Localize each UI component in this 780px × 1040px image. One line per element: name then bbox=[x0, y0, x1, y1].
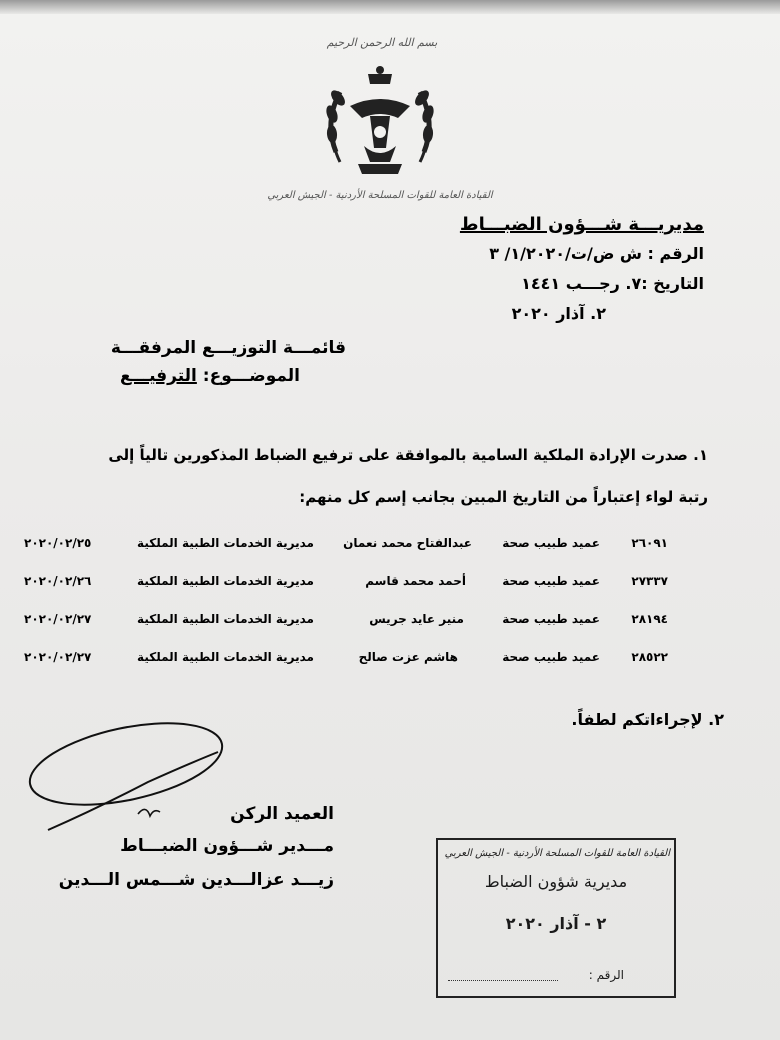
officer-name: منير عايد جريس bbox=[369, 612, 464, 626]
officer-number: ٢٨٥٢٢ bbox=[631, 650, 668, 664]
officer-number: ٢٦٠٩١ bbox=[631, 536, 668, 550]
signer-name: زيـــد عزالـــدين شـــمس الـــدين bbox=[58, 870, 334, 890]
officer-number: ٢٧٣٣٧ bbox=[631, 574, 668, 588]
officer-unit: مديرية الخدمات الطبية الملكية bbox=[137, 536, 314, 550]
directorate-header: مديريـــة شـــؤون الضبـــاط bbox=[459, 214, 704, 235]
stamp-date: ٢ - آذار ٢٠٢٠ bbox=[505, 914, 607, 933]
officer-unit: مديرية الخدمات الطبية الملكية bbox=[137, 650, 314, 664]
officer-unit: مديرية الخدمات الطبية الملكية bbox=[137, 574, 314, 588]
officer-rank: عميد طبيب صحة bbox=[502, 612, 600, 626]
subject-value: الترفيـــع bbox=[120, 366, 197, 386]
officer-rank: عميد طبيب صحة bbox=[502, 536, 600, 550]
stamp-number-line bbox=[448, 980, 558, 981]
officer-number: ٢٨١٩٤ bbox=[631, 612, 668, 626]
officer-row bbox=[0, 536, 780, 556]
stamp-command: القيادة العامة للقوات المسلحة الأردنية - الجيش العربي bbox=[444, 848, 670, 859]
officer-name: عبدالفتاح محمد نعمان bbox=[343, 536, 472, 550]
signer-rank: العميد الركن bbox=[230, 804, 334, 824]
subject-line bbox=[0, 366, 300, 386]
jordan-armed-forces-emblem bbox=[318, 62, 442, 186]
officer-date: ٢٠٢٠/٠٢/٢٧ bbox=[24, 650, 92, 664]
basmala: بسم الله الرحمن الرحيم bbox=[326, 36, 438, 49]
hijri-date: التاريخ :٧. رجـــب ١٤٤١ bbox=[521, 274, 704, 293]
paragraph-2: ٢. لإجراءاتكم لطفاً. bbox=[571, 710, 724, 729]
officer-date: ٢٠٢٠/٠٢/٢٦ bbox=[24, 574, 92, 588]
officer-row bbox=[0, 650, 780, 670]
officer-unit: مديرية الخدمات الطبية الملكية bbox=[137, 612, 314, 626]
officer-name: أحمد محمد قاسم bbox=[365, 574, 466, 588]
paragraph-1-line-2: رتبة لواء إعتباراً من التاريخ المبين بجانب إسم كل منهم: bbox=[299, 488, 708, 506]
officer-rank: عميد طبيب صحة bbox=[502, 650, 600, 664]
reference-number: الرقم : ش ض/ت/١/٢٠٢٠/ ٣ bbox=[489, 244, 704, 263]
command-name: القيادة العامة للقوات المسلحة الأردنية - الجيش العربي bbox=[267, 190, 493, 201]
officer-name: هاشم عزت صالح bbox=[358, 650, 458, 664]
officer-date: ٢٠٢٠/٠٢/٢٥ bbox=[24, 536, 92, 550]
stamp-directorate: مديرية شؤون الضباط bbox=[484, 872, 628, 891]
distribution-list: قائمـــة التوزيـــع المرفقـــة bbox=[110, 338, 346, 358]
received-stamp bbox=[436, 838, 676, 998]
stamp-number-label: الرقم : bbox=[588, 968, 624, 982]
officer-row bbox=[0, 612, 780, 632]
subject-label: الموضـــوع: bbox=[202, 366, 300, 386]
officer-date: ٢٠٢٠/٠٢/٢٧ bbox=[24, 612, 92, 626]
page-top-edge bbox=[0, 0, 780, 14]
officer-row bbox=[0, 574, 780, 594]
officer-rank: عميد طبيب صحة bbox=[502, 574, 600, 588]
gregorian-date: ٢. آذار ٢٠٢٠ bbox=[511, 304, 606, 323]
paragraph-1-line-1: ١. صدرت الإرادة الملكية السامية بالموافقة على ترفيع الضباط المذكورين تالياً إلى bbox=[108, 446, 708, 464]
signer-title: مـــدير شـــؤون الضبـــاط bbox=[120, 836, 334, 856]
